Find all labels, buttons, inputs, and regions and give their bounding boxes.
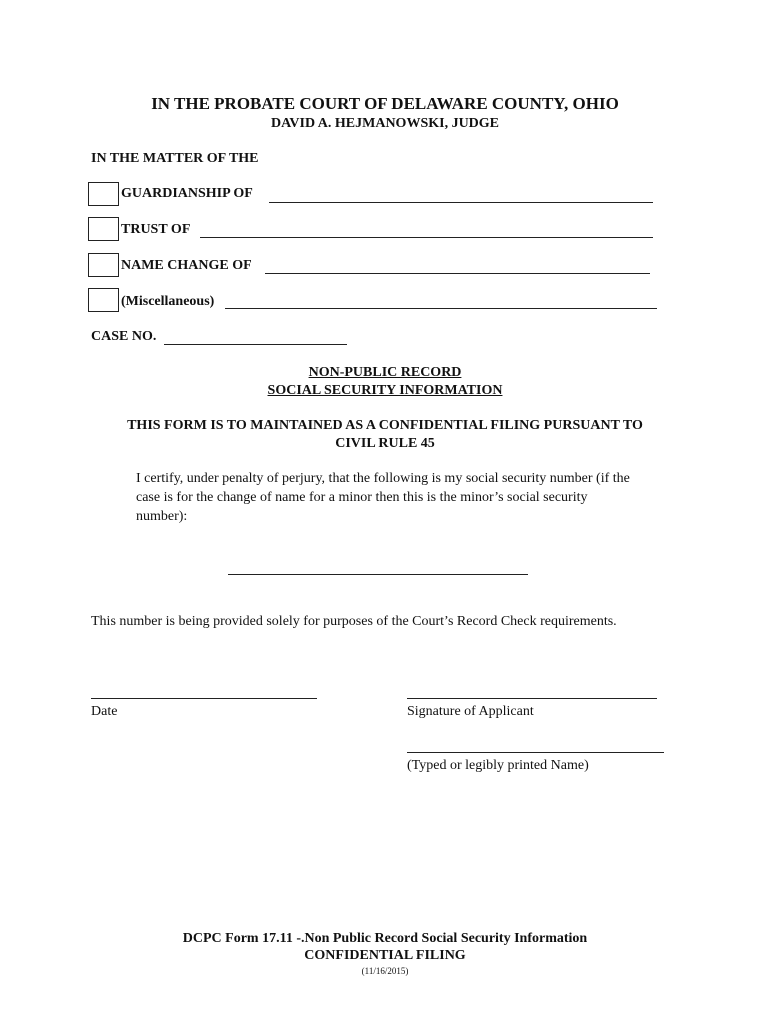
guardianship-checkbox[interactable] bbox=[88, 182, 119, 206]
purpose-statement: This number is being provided solely for purposes of the Court’s Record Check requirements. bbox=[91, 614, 617, 629]
court-title: IN THE PROBATE COURT OF DELAWARE COUNTY, OHIO bbox=[151, 94, 619, 113]
miscellaneous-label: (Miscellaneous) bbox=[121, 294, 215, 309]
printed-name-line[interactable] bbox=[407, 752, 664, 753]
trust-label: TRUST OF bbox=[121, 222, 191, 237]
trust-checkbox[interactable] bbox=[88, 217, 119, 241]
printed-name-label: (Typed or legibly printed Name) bbox=[407, 758, 589, 773]
footer-form-title: DCPC Form 17.11 -.Non Public Record Social Security Information bbox=[182, 931, 588, 946]
record-title: NON-PUBLIC RECORD bbox=[308, 365, 462, 380]
signature-label: Signature of Applicant bbox=[407, 704, 534, 719]
record-subtitle: SOCIAL SECURITY INFORMATION bbox=[267, 383, 503, 398]
matter-label: IN THE MATTER OF THE bbox=[91, 151, 259, 166]
date-line[interactable] bbox=[91, 698, 317, 699]
date-label: Date bbox=[91, 704, 118, 719]
footer-revision-date: (11/16/2015) bbox=[361, 966, 409, 976]
guardianship-label: GUARDIANSHIP OF bbox=[121, 186, 253, 201]
signature-line[interactable] bbox=[407, 698, 657, 699]
civil-rule: CIVIL RULE 45 bbox=[335, 436, 435, 451]
certify-line-2: case is for the change of name for a minor then this is the minor’s social security bbox=[136, 490, 588, 505]
miscellaneous-line[interactable] bbox=[225, 308, 657, 309]
miscellaneous-checkbox[interactable] bbox=[88, 288, 119, 312]
name-change-checkbox[interactable] bbox=[88, 253, 119, 277]
guardianship-name-line[interactable] bbox=[269, 202, 653, 203]
trust-name-line[interactable] bbox=[200, 237, 653, 238]
certify-line-3: number): bbox=[136, 509, 188, 524]
name-change-line[interactable] bbox=[265, 273, 650, 274]
judge-name: DAVID A. HEJMANOWSKI, JUDGE bbox=[270, 116, 500, 131]
certify-line-1: I certify, under penalty of perjury, that the following is my social security number (if the bbox=[136, 471, 630, 486]
confidential-notice: THIS FORM IS TO MAINTAINED AS A CONFIDENTIAL FILING PURSUANT TO bbox=[127, 418, 643, 433]
case-number-line[interactable] bbox=[164, 344, 347, 345]
footer-confidential: CONFIDENTIAL FILING bbox=[304, 948, 466, 963]
case-number-label: CASE NO. bbox=[91, 329, 157, 344]
name-change-label: NAME CHANGE OF bbox=[121, 258, 252, 273]
ssn-entry-line[interactable] bbox=[228, 574, 528, 575]
